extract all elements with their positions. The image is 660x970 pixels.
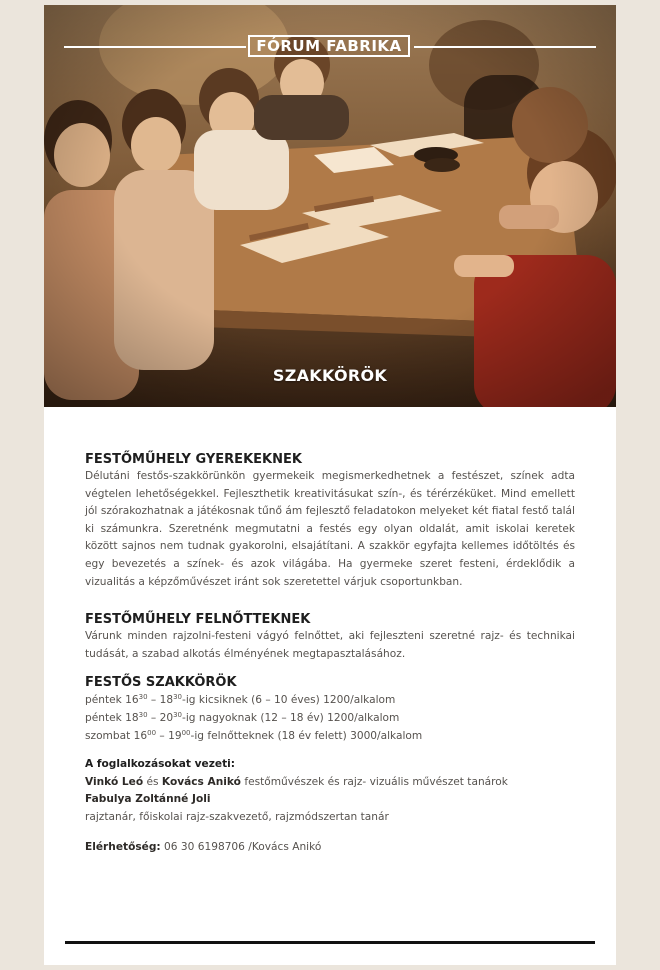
header-photo: [44, 5, 616, 407]
section-adults: [85, 611, 575, 663]
section-heading: FESTŐMŰHELY GYEREKEKNEK: [85, 452, 302, 467]
leaders-block: [85, 756, 575, 826]
schedule-day: szombat: [85, 730, 131, 742]
leaders-line-1: Vinkó Leó és Kovács Anikó festőművészek és rajz- vizuális művészet tanárok: [85, 775, 508, 788]
contact-value: 06 30 6198706 /Kovács Anikó: [160, 841, 322, 853]
schedule-day: péntek: [85, 694, 122, 706]
leaders-label: A foglalkozásokat vezeti:: [85, 758, 236, 770]
brand-logo: FÓRUM FABRIKA: [248, 35, 410, 57]
schedule-row: péntek $16^{30} - 18^{30}-ig$ kicsiknek (6 – 10 éves) 1200/alkalom: [85, 693, 396, 706]
section-heading: FESTŐMŰHELY FELNŐTTEKNEK: [85, 612, 311, 627]
section-schedule: [85, 674, 575, 745]
section-children: [85, 451, 575, 591]
leaders-line-2: Fabulya Zoltánné Joli: [85, 793, 211, 806]
flyer-card: [44, 5, 616, 965]
schedule-row: péntek $18^{30} - 20^{30}-ig$ nagyoknak (12 – 18 év) 1200/alkalom: [85, 711, 400, 724]
children-painting-photo: [44, 5, 616, 407]
section-heading: FESTŐS SZAKKÖRÖK: [85, 675, 237, 690]
brand-rule-right: [414, 46, 596, 48]
section-text: Várunk minden rajzolni-festeni vágyó felnőttet, aki fejleszteni szeretné rajz- és technikai tudását, a szabad alkotás élményének megtapasztalásához.: [85, 630, 575, 660]
schedule-day: péntek: [85, 712, 122, 724]
schedule-row: szombat $16^{00} - 19^{00}-ig$ felnőtteknek (18 év felett) 3000/alkalom: [85, 729, 423, 742]
section-text: Délutáni festős-szakkörünkön gyermekeik megismerkedhetnek a festészet, színek adta végtelen lehetőségekkel. Fejleszthetik kreativitásukat szín-, és térérzéküket. Mind emellett jól szórakozhatnak a játékosnak tűnő ám fejlesztő feladatokon melyeket két fiatal festő talál ki számunkra. Szeretnénk megmutatni a festés egy olyan oldalát, amit iskolai keretek között sajnos nem tudnak gyakorolni, elsajátítani. A szakkör egyfajta kellemes időtöltés és egy bevezetés a színek- és azok világába. Ha gyermeke szeret festeni, érdeklődik a vizualitás a képzőművészet iránt sok szeretettel várjuk csoportunkban.: [85, 470, 575, 588]
brand-rule-left: [64, 46, 246, 48]
page-title: SZAKKÖRÖK: [272, 366, 388, 385]
contact-line: [85, 841, 321, 853]
contact-label: Elérhetőség:: [85, 841, 161, 853]
bottom-rule: [65, 941, 595, 944]
schedule-list: [85, 691, 575, 745]
leaders-line-3: rajztanár, főiskolai rajz-szakvezető, rajzmódszertan tanár: [85, 810, 389, 823]
